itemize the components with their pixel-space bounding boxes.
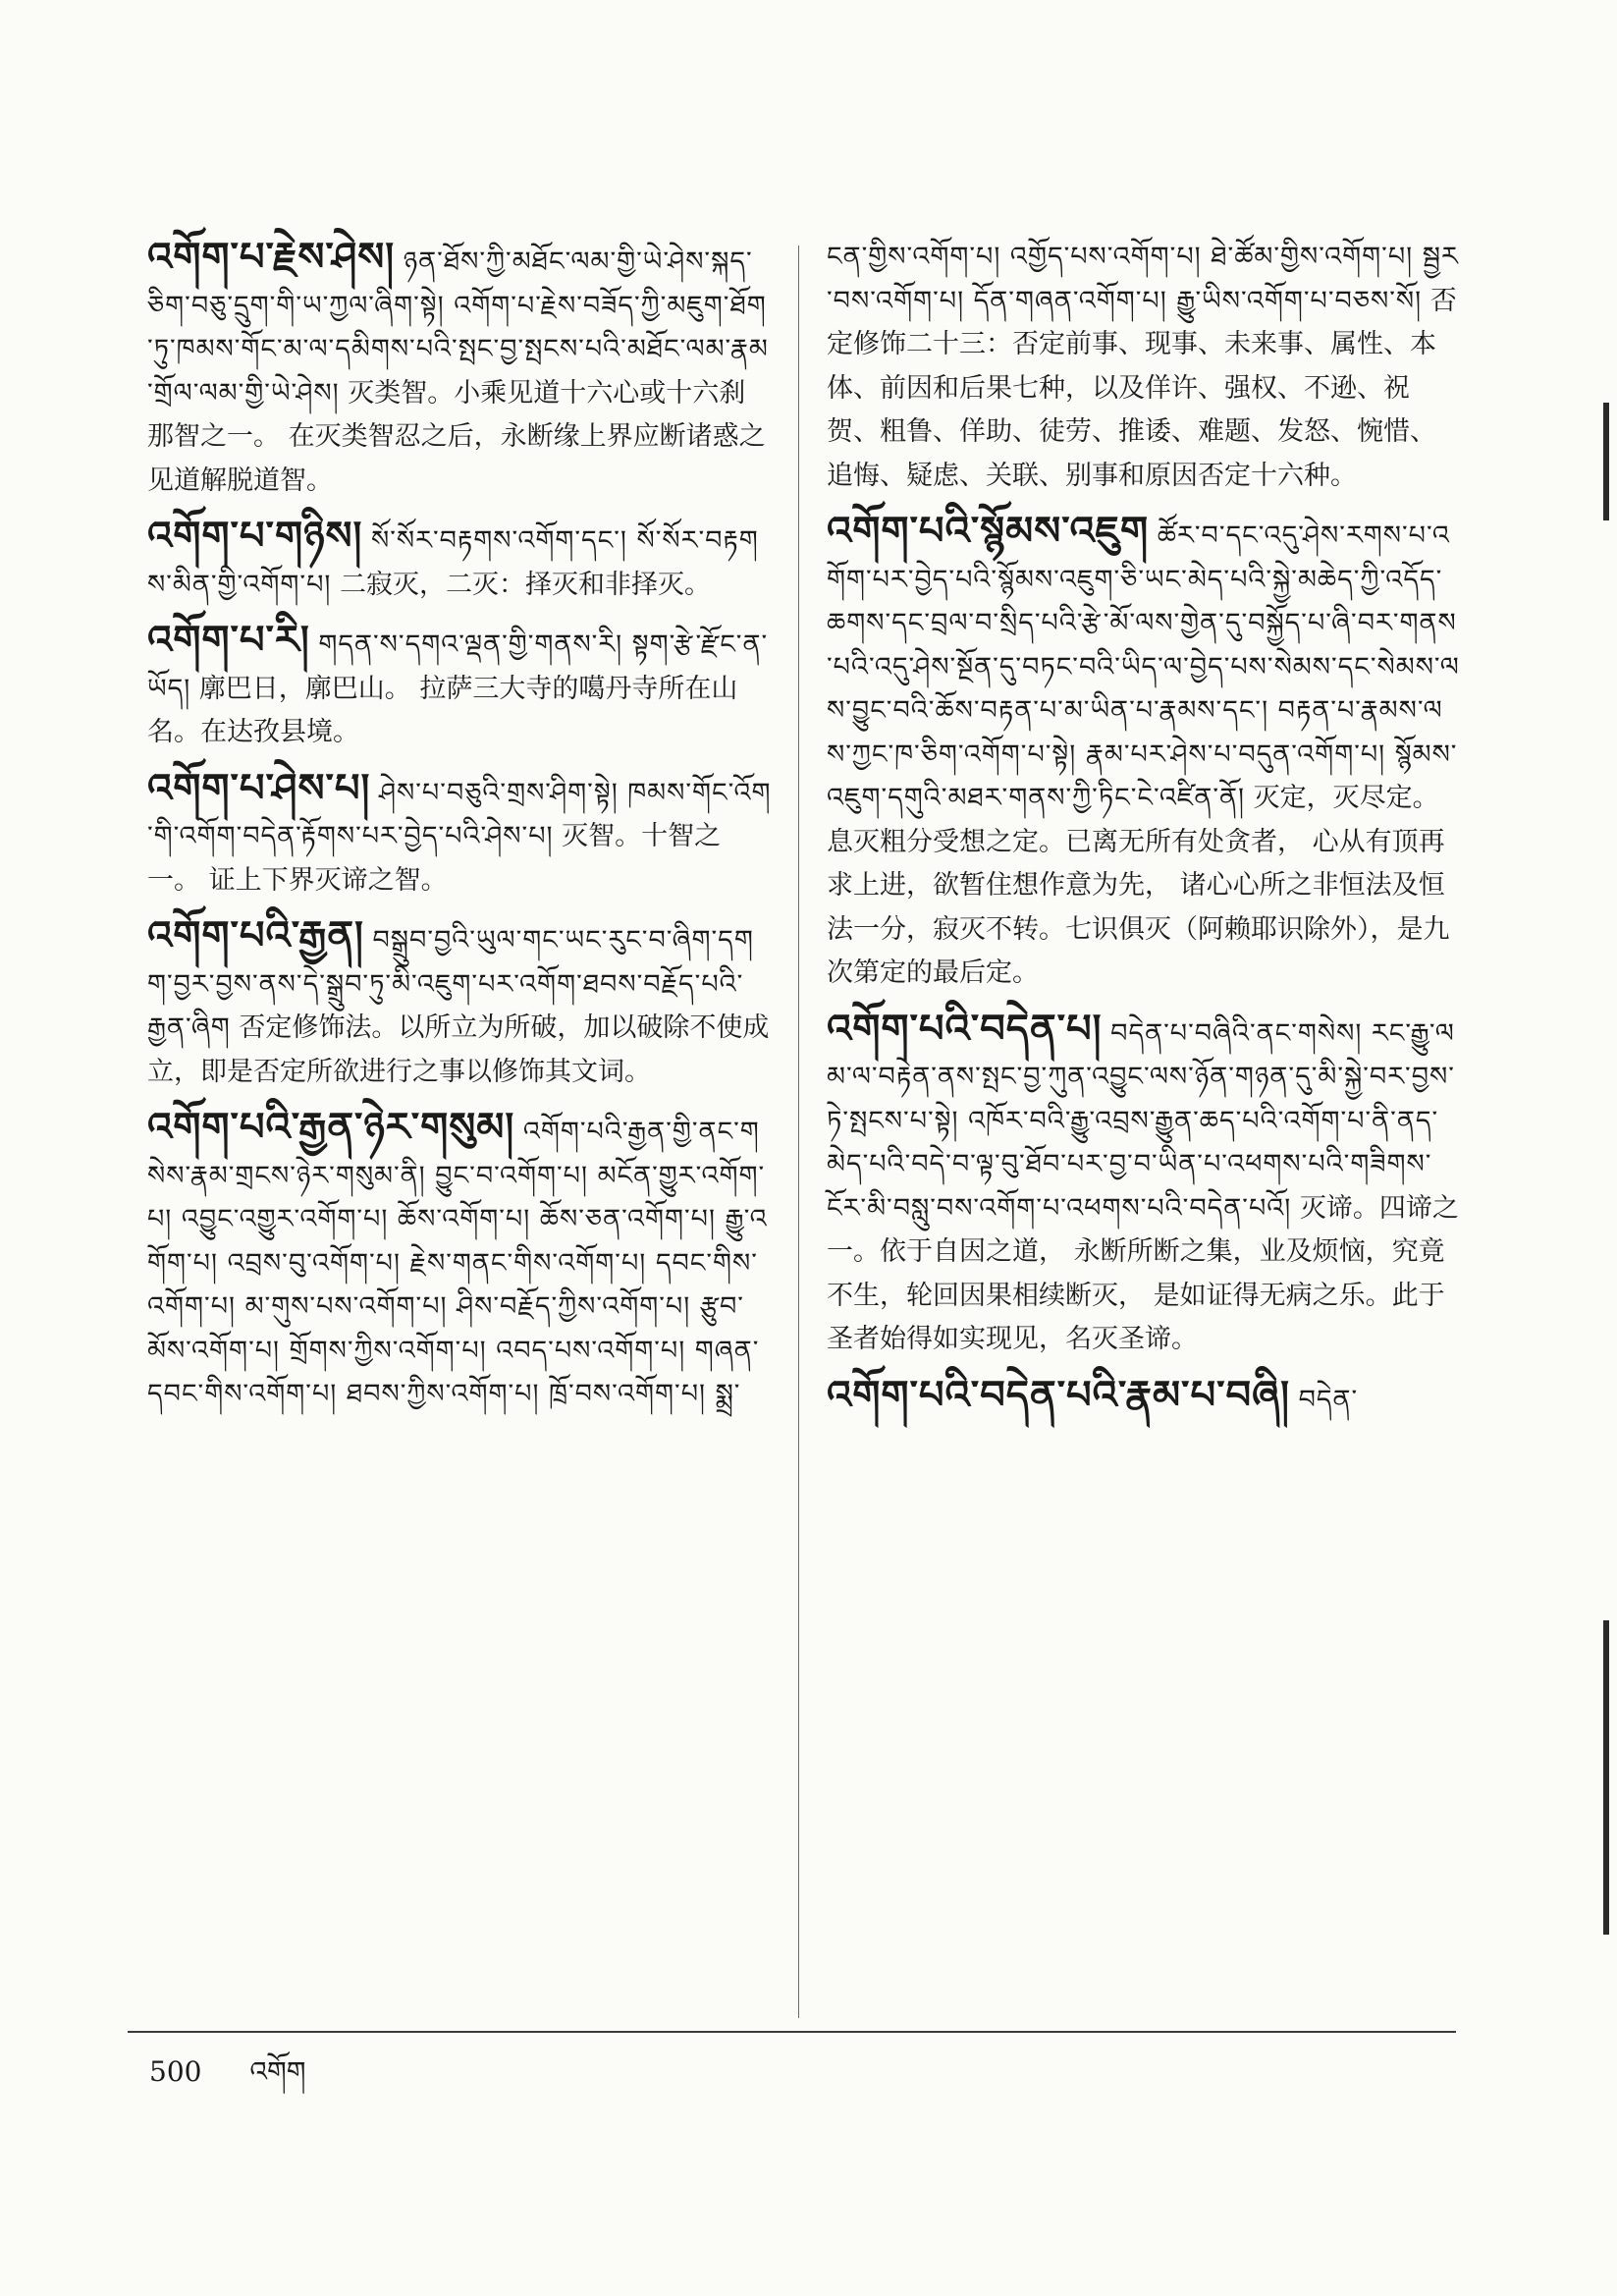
running-head: འགོག: [249, 2055, 306, 2088]
headword: འགོག་པའི་རྒྱན།: [147, 912, 364, 958]
left-column: [147, 236, 772, 1429]
headword: འགོག་པ་རྗེས་ཤེས།: [147, 234, 396, 280]
headword: འགོག་པ་རི།: [147, 617, 310, 663]
tibetan-definition: ཉན་ཐོས་ཀྱི་མཐོང་ལམ་གྱི་ཡེ་ཤེས་སྐད་ཅིག་བཅུ་དྲུག་གི་ཡ་ཀྱལ་ཞིག་སྟེ། འགོག་པ་རྗེས་བཟོད་ཀྱི་མཇུག་ཐོག་ཏུ་ཁམས་གོང་མ་ལ་དམིགས་པའི་སྤང་བྱ་སྤངས་པའི་མཐོང་ལམ་རྣམ་གྲོལ་ལམ་གྱི་ཡེ་ཤེས།: [147, 246, 769, 409]
chinese-definition: 二寂灭，二灭：择灭和非择灭。: [340, 569, 711, 600]
chinese-definition: 灭定，灭尽定。息灭粗分受想之定。已离无所有处贪者， 心从有顶再求上进，欲暂住想作意为先， 诸心心所之非恒法及恒法一分，寂灭不转。七识俱灭（阿赖耶识除外），是九次第定的最后定。: [827, 783, 1450, 988]
dictionary-entry: [147, 914, 772, 1094]
dictionary-entry: [827, 1005, 1461, 1362]
tibetan-definition: གདན་ས་དགའ་ལྡན་གྱི་གནས་རི། སྟག་རྩེ་རྫོང་ན་ཡོད།: [147, 629, 769, 704]
headword: འགོག་པ་ཤེས་པ།: [147, 764, 371, 811]
dictionary-entry: [147, 515, 772, 607]
chinese-definition: 廓巴日，廓巴山。 拉萨三大寺的噶丹寺所在山名。在达孜县境。: [147, 673, 738, 747]
footer-rule: [128, 2031, 1456, 2033]
chinese-definition: 否定修饰二十三：否定前事、现事、未来事、属性、本体、前因和后果七种，以及佯许、强权、不逊、祝贺、粗鲁、佯助、徒劳、推诿、难题、发怒、惋惜、追悔、疑虑、关联、别事和原因否定十六种。: [827, 285, 1457, 491]
tibetan-definition: འགོག་པའི་རྒྱན་གྱི་ནང་གསེས་རྣམ་གྲངས་ཉེར་གསུམ་ནི། བྱུང་བ་འགོག་པ། མངོན་གྱུར་འགོག་པ། འབྱུང་འགྱུར་འགོག་པ། ཆོས་འགོག་པ། ཆོས་ཅན་འགོག་པ། རྒྱུ་འགོག་པ། འབྲས་བུ་འགོག་པ། རྗེས་གནང་གིས་འགོག་པ། དབང་གིས་འགོག་པ། མ་གུས་པས་འགོག་པ། ཤིས་བརྗོད་ཀྱིས་འགོག་པ། རྩུབ་མོས་འགོག་པ། གྲོགས་ཀྱིས་འགོག་པ། འབད་པས་འགོག་པ། གཞན་དབང་གིས་འགོག་པ། ཐབས་ཀྱིས་འགོག་པ། ཁྲོ་བས་འགོག་པ། སྨྲ་: [147, 1117, 768, 1409]
dictionary-entry: [147, 1106, 772, 1417]
scan-edge-mark: [1603, 1620, 1609, 1935]
headword: འགོག་པའི་སྙོམས་འཇུག: [827, 508, 1150, 554]
chinese-definition: 灭智。十智之一。 证上下界灭谛之智。: [147, 821, 722, 896]
tibetan-definition: ཤེས་པ་བཅུའི་གྲས་ཤིག་སྟེ། ཁམས་གོང་འོག་གི་འགོག་བདེན་རྟོགས་པར་བྱེད་པའི་ཤེས་པ།: [147, 777, 772, 851]
chinese-definition: 否定修饰法。以所立为所破，加以破除不使成立，即是否定所欲进行之事以修饰其文词。: [147, 1012, 770, 1087]
tibetan-definition: ཚོར་བ་དང་འདུ་ཤེས་རགས་པ་འགོག་པར་བྱེད་པའི་སྙོམས་འཇུག་ཅི་ཡང་མེད་པའི་སྐྱེ་མཆེད་ཀྱི་འདོད་ཆགས་དང་བྲལ་བ་སྲིད་པའི་རྩེ་མོ་ལས་གྱེན་དུ་བསྐྱོད་པ་ཞི་བར་གནས་པའི་འདུ་ཤེས་སྔོན་དུ་བཏང་བའི་ཡིད་ལ་བྱེད་པས་སེམས་དང་སེམས་ལས་བྱུང་བའི་ཆོས་བརྟན་པ་མ་ཡིན་པ་རྣམས་དང་། བརྟན་པ་རྣམས་ལས་ཀྱང་ཁ་ཅིག་འགོག་པ་སྟེ། རྣམ་པར་ཤེས་པ་བདུན་འགོག་པ། སྙོམས་འཇུག་དགུའི་མཐར་གནས་ཀྱི་ཏིང་ངེ་འཛིན་ནོ།: [827, 520, 1460, 813]
headword: འགོག་པའི་བདེན་པ།: [827, 1005, 1103, 1052]
page-footer: [149, 2052, 305, 2092]
tibetan-definition: བསྒྲུབ་བྱའི་ཡུལ་གང་ཡང་རུང་བ་ཞིག་དགག་བྱར་བྱས་ནས་དེ་སྒྲུབ་ཏུ་མི་འཇུག་པར་འགོག་ཐབས་བརྗོད་པའི་རྒྱན་ཞིག: [147, 925, 754, 1043]
tibetan-definition: བདེན་པ་བཞིའི་ནང་གསེས། རང་རྒྱུ་ལམ་ལ་བརྟེན་ནས་སྤང་བྱ་ཀུན་འབྱུང་ལས་ཉོན་གཉན་དུ་མི་སྐྱེ་བར་བྱས་ཏེ་སྤངས་པ་སྟེ། འཁོར་བའི་རྒྱུ་འབྲས་རྒྱུན་ཆད་པའི་འགོག་པ་ནི་ནད་མེད་པའི་བདེ་བ་ལྟ་བུ་ཐོབ་པར་བྱ་བ་ཡིན་པ་འཕགས་པའི་གཟིགས་ངོར་མི་བསླུ་བས་འགོག་པ་འཕགས་པའི་བདེན་པའོ།: [827, 1017, 1455, 1224]
dictionary-entry: [827, 510, 1461, 996]
page-number: 500: [149, 2055, 202, 2088]
chinese-definition: 灭谛。四谛之一。依于自因之道， 永断所断之集，业及烦恼，究竟不生，轮回因果相续断灭， 是如证得无病之乐。此于圣者始得如实现见，名灭圣谛。: [827, 1192, 1459, 1354]
dictionary-entry: [147, 236, 772, 503]
column-divider: [798, 246, 799, 2018]
tibetan-definition: སོ་སོར་བརྟགས་འགོག་དང་། སོ་སོར་བརྟགས་མིན་གྱི་འགོག་པ།: [147, 525, 759, 600]
headword: འགོག་པའི་བདེན་པའི་རྣམ་པ་བཞི།: [827, 1371, 1290, 1418]
right-column: [827, 236, 1461, 1434]
dictionary-entry: [147, 619, 772, 755]
chinese-definition: 灭类智。小乘见道十六心或十六刹那智之一。 在灭类智忍之后，永断缘上界应断诸惑之见道解脱道智。: [147, 377, 766, 496]
headword: འགོག་པའི་རྒྱན་ཉེར་གསུམ།: [147, 1104, 515, 1150]
dictionary-entry: [827, 1371, 1461, 1423]
tibetan-definition: བདེན་: [1298, 1384, 1359, 1415]
tibetan-definition: ངན་གྱིས་འགོག་པ། འགྱོད་པས་འགོག་པ། ཐེ་ཚོམ་གྱིས་འགོག་པ། སྦྱར་བས་འགོག་པ། དོན་གཞན་འགོག་པ། རྒྱུ་ཡིས་འགོག་པ་བཅས་སོ།: [827, 242, 1459, 316]
headword: འགོག་པ་གཉིས།: [147, 513, 363, 559]
dictionary-entry-continued: [827, 236, 1461, 498]
scan-edge-mark: [1603, 403, 1609, 520]
dictionary-entry: [147, 764, 772, 903]
